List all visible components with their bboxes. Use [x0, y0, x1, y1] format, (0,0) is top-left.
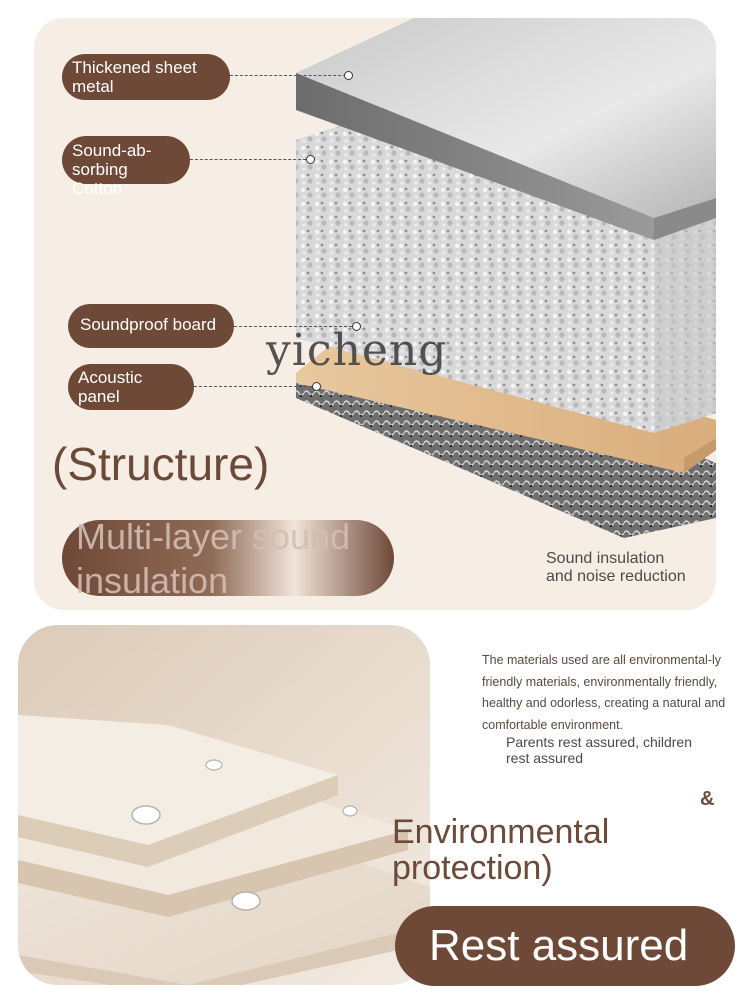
label-acoustic-panel-text: Acoustic panel	[78, 368, 143, 406]
structure-heading: (Structure)	[52, 438, 270, 490]
pointer-dot	[306, 155, 315, 164]
environment-description: The materials used are all environmental-ly friendly materials, environmentally friendly, healthy and odorless, creating a natural and comfortable environment.	[482, 653, 726, 732]
leader-line	[230, 75, 346, 76]
stacked-boards-illustration	[18, 625, 430, 985]
pointer-dot	[312, 382, 321, 391]
label-soundproof-board-text: Soundproof board	[80, 315, 217, 334]
side-note: Sound insulation and noise reduction	[546, 550, 686, 585]
ampersand: &	[700, 788, 715, 810]
leader-line	[190, 159, 306, 160]
label-soundproof-board	[68, 304, 234, 348]
water-droplet-icon	[206, 760, 222, 770]
rest-assured-button[interactable]: Rest assured	[395, 906, 735, 986]
label-cotton-text: Sound-ab- sorbing Cotton	[72, 141, 152, 198]
label-cotton	[62, 136, 190, 198]
environment-title: Environmental protection)	[392, 813, 610, 887]
water-droplet-icon	[343, 806, 357, 816]
leader-line	[194, 386, 312, 387]
parents-note: Parents rest assured, children rest assured	[506, 734, 692, 766]
watermark: yicheng	[266, 325, 448, 376]
label-sheet-metal-text: Thickened sheet metal	[72, 58, 197, 96]
label-sheet-metal	[62, 54, 230, 100]
subheading-text: Multi-layer sound insulation	[76, 516, 351, 601]
water-droplet-icon	[232, 892, 260, 910]
pointer-dot	[344, 71, 353, 80]
board-photo	[18, 625, 430, 985]
water-droplet-icon	[132, 806, 160, 824]
label-acoustic-panel	[68, 364, 194, 410]
